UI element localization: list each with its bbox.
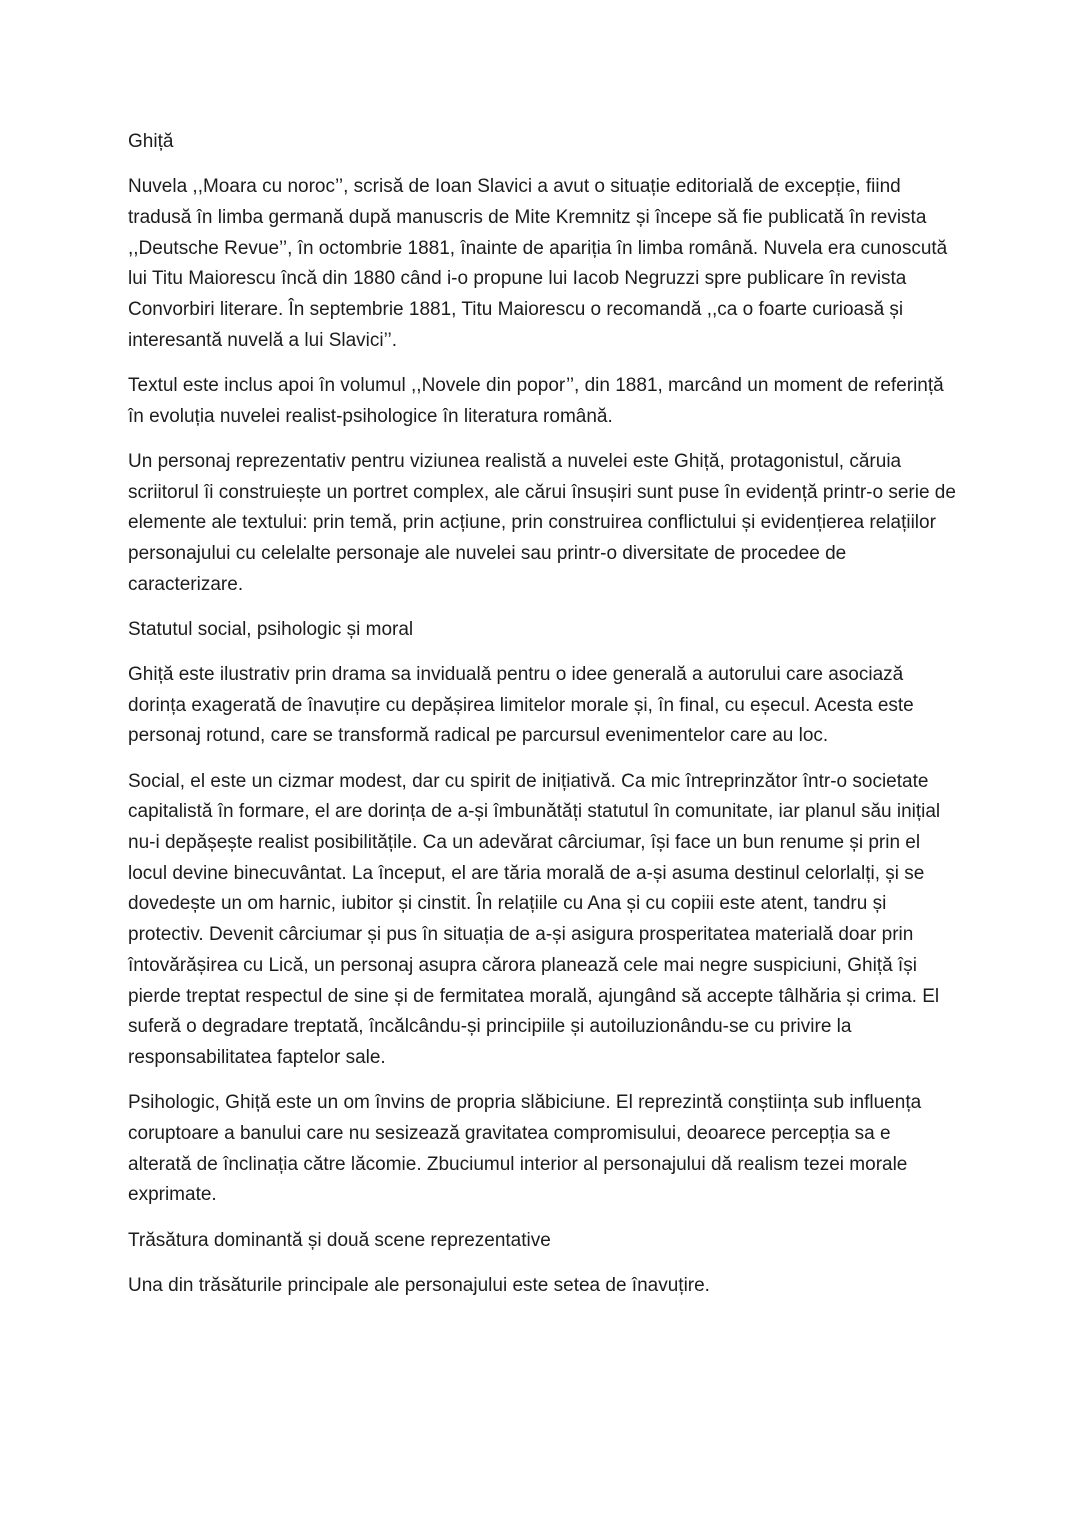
paragraph-psychological-status: Psihologic, Ghiță este un om învins de propria slăbiciune. El reprezintă conștiința sub influența coruptoare a banului care nu sesizează gravitatea compromisului, deoarece percepția sa e alterată de înclinația către lăcomie. Zbuciumul interior al personajului dă realism tezei morale exprimate. xyxy=(128,1092,922,1206)
paragraph-publication-history: Nuvela ,,Moara cu noroc’’, scrisă de Ioan Slavici a avut o situație editorială de excepție, fiind tradusă în limba germană după manuscris de Mite Kremnitz și începe să fie publicată în revista ,,Deutsche Revue’’, în octombrie 1881, înainte de apariția în limba română. Nuvela era cunoscută lui Titu Maiorescu încă din 1880 când i-o propune lui Iacob Negruzzi spre publicare în revista Convorbiri literare. În septembrie 1881, Titu Maiorescu o recomandă ,,ca o foarte curioasă și interesantă nuvelă a lui Slavici’’. xyxy=(128,176,948,351)
section-heading-status: Statutul social, psihologic și moral xyxy=(128,618,414,640)
paragraph-dominant-trait: Una din trăsăturile principale ale personajului este setea de înavuțire. xyxy=(128,1274,710,1296)
section-heading-dominant-trait: Trăsătura dominantă și două scene reprezentative xyxy=(128,1229,551,1251)
paragraph-individual-drama: Ghiță este ilustrativ prin drama sa invidualǎ pentru o idee generală a autorului care asociază dorința exagerată de înavuțire cu depășirea limitelor morale și, în final, cu eșecul. Acesta este personaj rotund, care se transformă radical pe parcursul evenimentelor care au loc. xyxy=(128,664,914,747)
paragraph-social-status: Social, el este un cizmar modest, dar cu spirit de inițiativă. Ca mic întreprinzător într-o societate capitalistă în formare, el are dorința de a-și îmbunătăți statutul în comunitate, iar planul său inițial nu-i depășește realist posibilitățile. Ca un adevărat cârciumar, își face un bun renume și prin el locul devine binecuvântat. La început, el are tăria morală de a-și asuma destinul celorlalți, și se dovedește un om harnic, iubitor și cinstit. În relațiile cu Ana și cu copiii este atent, tandru și protectiv. Devenit cârciumar și pus în situația de a-și asigura prosperitatea materială doar prin întovărășirea cu Lică, un personaj asupra cărora planează cele mai negre suspiciuni, Ghiță își pierde treptat respectul de sine și de fermitatea morală, ajungând să accepte tâlhăria și crima. El suferă o degradare treptată, încălcându-și principiile și autoiluzionându-se cu privire la responsabilitatea faptelor sale. xyxy=(128,770,941,1068)
paragraph-volume-inclusion: Textul este inclus apoi în volumul ,,Novele din popor’’, din 1881, marcând un moment de referință în evoluția nuvelei realist-psihologice în literatura română. xyxy=(128,374,944,427)
paragraph-character-intro: Un personaj reprezentativ pentru viziunea realistă a nuvelei este Ghiță, protagonistul, căruia scriitorul îi construiește un portret complex, ale cărui însușiri sunt puse în evidență printr-o serie de elemente ale textului: prin temă, prin acțiune, prin construirea conflictului și evidențierea relațiilor personajului cu celelalte personaje ale nuvelei sau printr-o diversitate de procedee de caracterizare. xyxy=(128,450,956,595)
document-title: Ghiță xyxy=(128,131,174,152)
document-body xyxy=(128,127,958,1316)
